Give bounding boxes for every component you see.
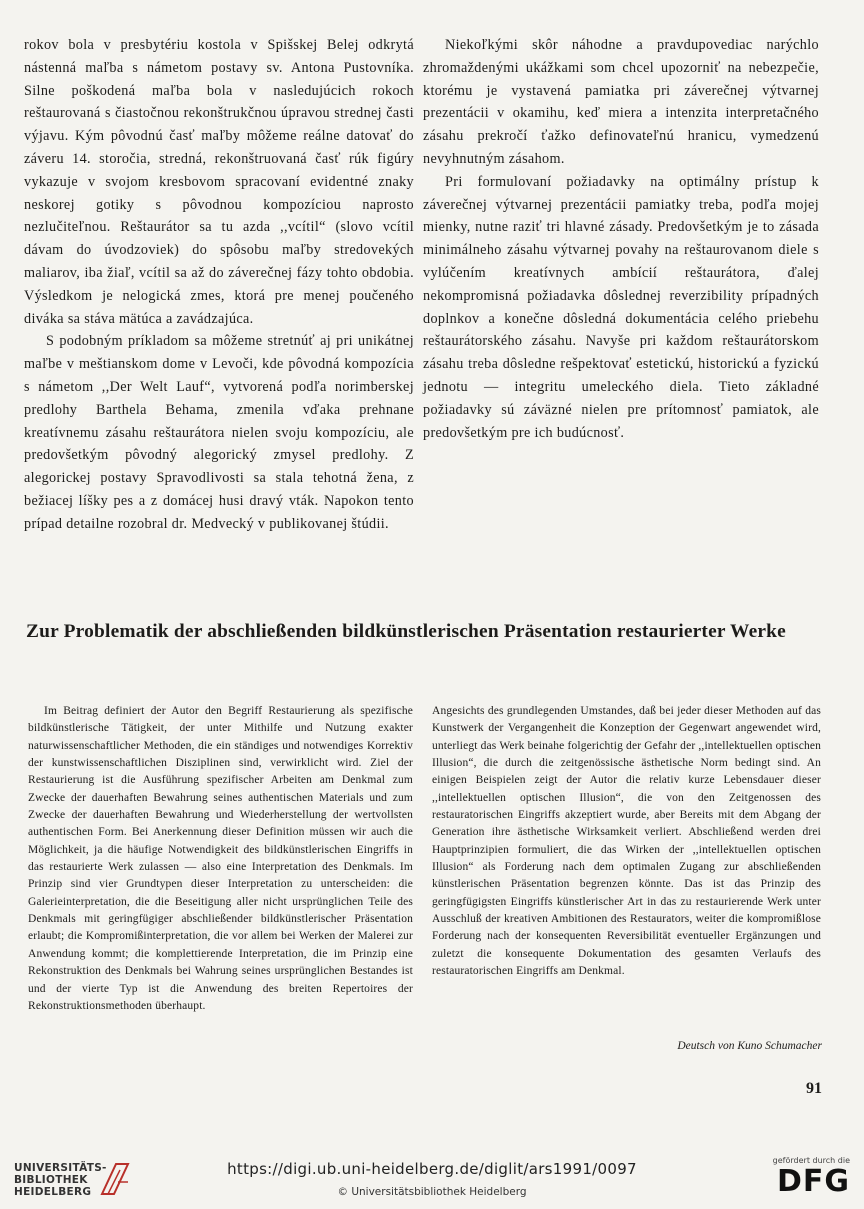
digitization-footer — [0, 1144, 864, 1209]
paragraph: S podobným príkladom sa môžeme stretnúť aj pri unikátnej maľbe v meštianskom dome v Levoči, kde pôvodná kompozícia s námetom ,,Der Welt Lauf“, vytvorená podľa norimberskej predlohy Barthela Behama, zmenila vďaka prehnane kreatívnemu zásahu reštaurátora nielen svoju kompozíciu, ale predovšetkým pôvodný alegorický zmysel predlohy. Z alegorickej postavy Spravodlivosti sa stala tehotná žena, z bežiacej líšky pes a z domácej husi dravý vták. Napokon tento prípad detailne rozobral dr. Medvecký v publikovanej štúdii. — [24, 333, 414, 532]
slovak-text-column-left — [24, 34, 414, 536]
copyright-notice: © Universitätsbibliothek Heidelberg — [337, 1186, 527, 1198]
funding-note: gefördert durch die — [772, 1156, 850, 1165]
library-name-line: BIBLIOTHEK — [14, 1174, 88, 1186]
paragraph: Niekoľkými skôr náhodne a pravdupovediac narýchlo zhromaždenými ukážkami som chcel upozorniť na nebezpečie, ktorému je vystavená pamiatka pri záverečnej výtvarnej prezentácii v okamihu, keď miera a intenzita interpretačného zásahu prekročí ťažko definovateľnú hranicu, vymedzenú nevyhnutným zásahom. — [423, 37, 819, 167]
page-number: 91 — [806, 1080, 822, 1097]
dfg-logo[interactable] — [766, 1156, 850, 1202]
library-name-line: UNIVERSITÄTS- — [14, 1162, 107, 1174]
library-name-line: HEIDELBERG — [14, 1186, 92, 1198]
slovak-text-column-right — [423, 34, 819, 444]
paragraph: Angesichts des grundlegenden Umstandes, daß bei jeder dieser Methoden auf das Kunstwerk der Vergangenheit die Konzeption der Gegenwart angewendet wird, unterliegt das Werk beinahe folgerichtig der Gefahr der ,,intellektuellen optischen Illusion“, die durch die zeitgenössische ästhetische Norm bedingt sind. An einigen Beispielen zeigt der Autor die relativ kurze Lebensdauer dieser ,,intellektuellen optischen Illusion“, die von den Zeitgenossen des restauratorischen Eingriffs akzeptiert wurde, aber Bereits mit dem Abgang der Generation ihre ästhetische Wirksamkeit verliert. Abschließend werden drei Hauptprinzipien formuliert, die das Wirken der ,,intellektuellen optischen Illusion“ als Forderung nach dem optimalen Zugang zur abschließenden künstlerischen Präsentation begrenzen könnte. Das ist das Prinzip des geringfügigsten Eingriffs künstlerischer Art in das zu restaurierende Werk unter Ausschluß der kreativen Ambitionen des Restaurators, weiter die kompromißlose Forderung nach der konsequenten Reversibilität eventueller Ergänzungen und zuletzt die konsequente Dokumentation des gesamten Verlaufs des restauratorischen Eingriffs am Denkmal. — [432, 705, 821, 978]
german-summary-column-left — [28, 703, 413, 1015]
german-summary-heading: Zur Problematik der abschließenden bildkünstlerischen Präsentation restaurierter Werke — [26, 621, 786, 642]
translator-credit: Deutsch von Kuno Schumacher — [677, 1040, 822, 1052]
dfg-wordmark: DFG — [776, 1164, 850, 1199]
paragraph: rokov bola v presbytériu kostola v Spišskej Belej odkrytá nástenná maľba s námetom postavy sv. Antona Pustovníka. Silne poškodená maľba bola v nasledujúcich rokoch reštaurovaná s čiastočnou rekonštrukčnou úpravou strednej časti výjavu. Kým pôvodnú časť maľby môžeme reálne datovať do záveru 14. storočia, stredná, rekonštruovaná časť rúk figúry vykazuje v svojom kresbovom spracovaní evidentné znaky neskorej gotiky s pôvodnou kompozíciou naprosto nezlučiteľnou. Reštaurátor sa tu azda ,,vcítil“ (slovo vcítil dávam do úvodzoviek) do spôsobu maľby stredovekých maliarov, iba žiaľ, vcítil sa až do záverečnej fázy tohto obdobia. Výsledkom je nelogická zmes, ktorá pre menej poučeného diváka sa stáva mätúca a zavádzajúca. — [24, 37, 414, 327]
german-summary-column-right — [432, 703, 821, 981]
paragraph: Pri formulovaní požiadavky na optimálny prístup k záverečnej výtvarnej prezentácii pamiatky treba, podľa mojej mienky, nutne raziť tri hlavné zásady. Predovšetkým je to zásada minimálneho zásahu výtvarnej povahy na reštaurovanom diele s vylúčením kreatívnych ambícií reštaurátora, ďalej nekompromisná požiadavka dôslednej reverzibility prípadných doplnkov a konečne dôsledná dokumentácia celého priebehu reštaurátorského zásahu. Navyše pri každom reštaurátorskom zásahu treba dôsledne rešpektovať estetickú, historickú a fyzickú jednotu — integritu umeleckého diela. Tieto základné požiadavky sú záväzné nielen pre prítomnosť pamiatok, ale predovšetkým pre ich budúcnosť. — [423, 173, 819, 441]
paragraph: Im Beitrag definiert der Autor den Begriff Restaurierung als spezifische bildkünstlerische Tätigkeit, der unter Mithilfe und Nutzung exakter naturwissenschaftlicher Methoden, die ein ständiges und notwendiges Korrektiv der kunstwissenschaftlichen Disziplinen sind, verwirklicht wird. Ziel der Restaurierung ist die Ausführung spezifischer Arbeiten am Denkmal zum Zwecke der dauerhaften Bewahrung seines authentischen Materials und zum Zwecke der dauerhaften Bewahrung und Wiederherstellung der wertvollsten authentischen Form. Bei Anerkennung dieser Definition müssen wir auch die Möglichkeit, ja die häufige Notwendigkeit des bildkünstlerischen Eingriffs in das restaurierte Werk zulassen — also eine Interpretation des Denkmals. Im Prinzip sind vier Grundtypen dieser Interpretation zu unterscheiden: die Galerieinterpretation, die die Beseitigung aller nicht ursprünglichen Teile des Denkmals mit geringfügiger abschließender bildkünstlerischer Präsentation erlaubt; die Kompromißinterpretation, die vor allem bei Werken der Malerei zur Anwendung kommt; die komplettierende Interpretation, die im Prinzip eine Rekonstruktion des Denkmals bei Wahrung seines ursprünglichen Bestandes ist und der vierte Typ ist die Anwendung des breiten Repertoires der Rekonstruktionsmethoden überhaupt. — [28, 705, 413, 1012]
source-url-link[interactable]: https://digi.ub.uni-heidelberg.de/diglit/ars1991/0097 — [227, 1160, 637, 1178]
